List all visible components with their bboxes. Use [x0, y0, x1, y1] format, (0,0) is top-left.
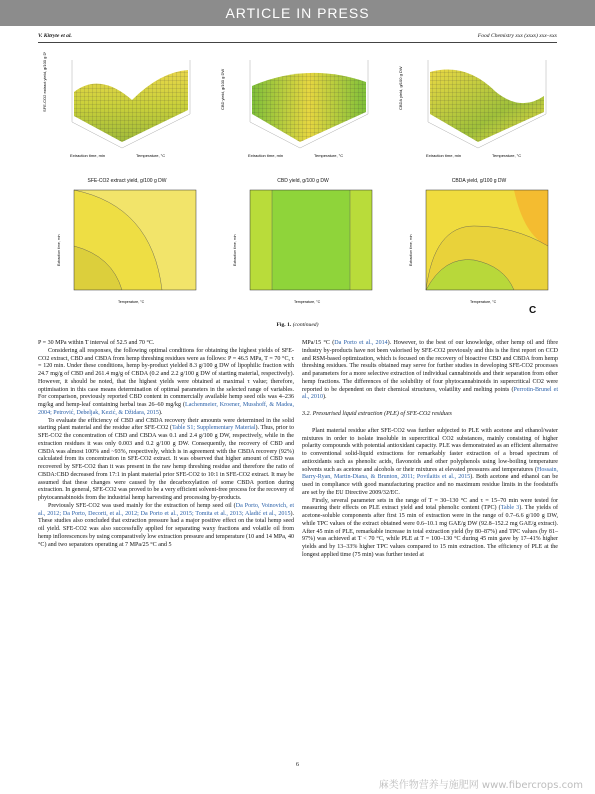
table-link[interactable]: Table S1; Supplementary Material: [171, 425, 256, 432]
paragraph: Considering all responses, the following optimal conditions for obtaining the highest yields of SFE-CO2 extract, CBD and CBDA from hemp threshing residues were as follows: P = 46.5 MPa, T = 70 °C, τ = 120 min. Under these conditions, hemp by-product yielded 8.3 g/100 g DW of lipophilic fraction with 24.7 mg/g of CBD and 261.4 mg/g of CBDA (0.2 and 2.2 g/100 g DW of starting material, respectively). However, it should be noted, that the highest yields were obtained at maximal τ value; therefore, optimisation in this case means determination of optimal parameters in the selected range of variables. For comparison, previously reported CBD content in commercially available hemp seed oils was 4–236 mg/kg and hemp-leaf containing herbal teas 26–60 mg/kg (Lachenmeier, Kroener, Musshoff, & Madea, 2004; Petrović, Debeljak, Kezić, & Džidara, 2015).: [38, 347, 294, 416]
citation-link[interactable]: Da Porto, Voinovich, et al., 2012; Da Porto, Decorti, et al., 2012; Da Porto et al., 2015; Tomita et al., 2013; Aladić et al., 2015: [38, 502, 295, 517]
surface-y-label: Temperature, °C: [136, 153, 166, 158]
paragraph: Plant material residue after SFE-CO2 was further subjected to PLE with acetone and ethanol/water mixtures in order to isolate insoluble in supercritical CO2 substances, mainly consisting of higher polarity compounds with potential antioxidant capacity. PLE was demonstrated as an efficient alternative to conventional solid-liquid extractions for remarkably faster extraction of a broad spectrum of antioxidants such as phenolic acids, flavonoids and other polyphenols using low-boiling temperature solvents such as acetone and alcohols or their mixtures at elevated pressures and temperatures (Hossain, Barry-Ryan, Martin-Diana, & Brunton, 2011; Povilaitis et al., 2015). Both acetone and ethanol can be used in compliance with good manufacturing practice and no maximum residue limits in the foodstuffs are set by the EU Directive 2009/32/EC.: [302, 427, 559, 496]
paragraph: Firstly, several parameter sets in the range of T = 30–130 °C and τ = 15–70 min were tested for measuring their effects on PLE extract yield and total phenolic content (TPC) (Table 3). The yields of acetone-soluble components after first 15 min of extraction were in the range of 0.7–6.6 g/100 g DW, while TPC values of the extract obtained were 0.6–10.1 mg GAE/g DW (92.8–152.2 mg GAE/g extract). After 45 min of PLE, remarkable increase in total extraction yield (by 80–87%) and TPC values (by 81–97%) was achieved at T < 70 °C, while PLE at T = 100–130 °C during 45 min gave by 17–41% higher yields and by 13–33% higher TPC values compared to 15 min extraction. The efficiency of PLE at the longest applied time (75 min) was further tested at: [302, 497, 558, 558]
header-rule: [38, 42, 557, 43]
contour-x-label: Temperature, °C: [118, 300, 145, 304]
section-heading: 3.2. Pressurised liquid extraction (PLE) of SFE-CO2 residues: [302, 411, 452, 417]
caption-label: Fig. 1.: [276, 322, 292, 328]
surface-x-label: Extraction time, min: [70, 153, 106, 158]
contour-plot-cbd-yield: [228, 178, 378, 308]
citation-link[interactable]: Hossain, Barry-Ryan, Martin-Diana, & Brunton, 2011; Povilaitis et al., 2015: [302, 466, 558, 481]
surface-y-label: Temperature, °C: [492, 153, 522, 158]
contour-plot-extract-yield: [52, 178, 202, 308]
contour-y-label: Extraction time, min: [409, 234, 413, 266]
surface-z-label: CBD yield, g/100 g DW: [220, 68, 225, 110]
contour-plot-cbda-yield: [404, 178, 554, 308]
surface-z-label: SFE-CO2 extract yield, g/100 g DW: [42, 52, 47, 112]
paragraph: MPa/15 °C (Da Porto et al., 2014). However, to the best of our knowledge, other hemp oil and fibre industry by-products have not been valorised by SFE-CO2 previously and this is the first report on CCD and RSM-based optimization, which is focused on the recovery of bioactive CBD and CBDA from hemp threshing residues. The results obtained may serve for further studies in developing SFE-CO2 processes and parameters for a more selective extraction of individual cannabinoids and their separation from other hemp fractions. The differences of the solubility of four phytocannabinoids in supercritical CO2 were reported to be dependent on their chemical structures, volatility and melting points (Perrotin-Brunel et al., 2010).: [302, 340, 559, 401]
surface-x-label: Extraction time, min: [248, 153, 284, 158]
right-column: [302, 340, 558, 560]
paragraph: Previously SFE-CO2 was used mainly for the extraction of hemp seed oil (Da Porto, Voinovich, et al., 2012; Da Porto, Decorti, et al., 2012; Da Porto et al., 2015; Tomita et al., 2013; Aladić et al., 2015). These studies also concluded that extraction pressure had a major positive effect on the total hemp seed oil yield. SFE-CO2 was also successfully applied for separating waxy fractions and volatile oil from hemp inflorescences by using comparatively low extraction pressure and temperature (10 and 14 MPa, 40 °C) and two separators operating at 7 MPa/25 °C and 5: [38, 502, 295, 548]
running-header-journal: Food Chemistry xxx (xxxx) xxx–xxx: [477, 33, 557, 39]
caption-text: (continued): [292, 322, 319, 328]
left-column: [38, 340, 294, 549]
figure-panel-letter: C: [529, 305, 537, 316]
contour-title: SFE-CO2 extract yield, g/100 g DW: [87, 178, 167, 184]
paragraph: To evaluate the efficiency of CBD and CBDA recovery their amounts were determined in the solid starting plant material and the residue after SFE-CO2 (Table S1; Supplementary Material). Thus, prior to SFE-CO2 the concentration of CBD and CBDA was 0.1 and 2.4 g/100 g DW, respectively, while in the extraction residues it was only 0.003 and 0.2 g/100 g DW. Consequently, the recovery of CBD and CBDA was almost 100% and ~93%, respectively, which is in agreement with the CBDA recovery (92%) calculated from its concentration in SFE-CO2 extract. It was observed that higher amount of CBD was recovered by SFE-CO2 than it was present in the raw hemp threshing residue and therefore the ratio of CBDA:CBD decreased from 17:1 in plant material prior SFE-CO2 to 10:1 in SFE-CO2 extract. It may be assumed that these changes were caused by the decarboxylation of some CBDA portion during extraction. In general, SFE-CO2 was proved to be a very efficient solvent-free process for the recovery of phytocannabinoids from the industrial hemp harvesting and processing by-products.: [38, 417, 294, 501]
contour-x-label: Temperature, °C: [470, 300, 497, 304]
surface-plot-extract-yield: [40, 52, 200, 164]
paragraph: P = 30 MPa within T interval of 52.5 and 70 °C.: [38, 340, 155, 346]
watermark: 麻类作物营养与施肥网 www.fibercrops.com: [378, 780, 583, 791]
running-header-authors: V. Kitryte et al.: [38, 33, 72, 39]
surface-z-label: CBDA yield, g/100 g DW: [398, 66, 403, 110]
contour-y-label: Extraction time, min: [233, 234, 237, 266]
contour-x-label: Temperature, °C: [294, 300, 321, 304]
surface-plot-cbd-yield: [218, 52, 378, 164]
contour-title: CBD yield, g/100 g DW: [277, 178, 329, 184]
table-link[interactable]: Table 3: [500, 505, 520, 512]
citation-link[interactable]: Perrotin-Brunel et al., 2010: [302, 386, 559, 401]
citation-link[interactable]: Da Porto et al., 2014: [334, 340, 388, 346]
contour-y-label: Extraction time, min: [57, 234, 61, 266]
article-in-press-banner: ARTICLE IN PRESS: [0, 0, 595, 26]
page-number: 6: [296, 762, 299, 768]
citation-link[interactable]: Lachenmeier, Kroener, Musshoff, & Madea, 2004; Petrović, Debeljak, Kezić, & Džidara, 2015: [38, 402, 294, 416]
contour-title: CBDA yield, g/100 g DW: [451, 178, 507, 184]
surface-y-label: Temperature, °C: [314, 153, 344, 158]
surface-x-label: Extraction time, min: [426, 153, 462, 158]
figure-caption: [0, 322, 595, 328]
surface-plot-cbda-yield: [396, 52, 556, 164]
